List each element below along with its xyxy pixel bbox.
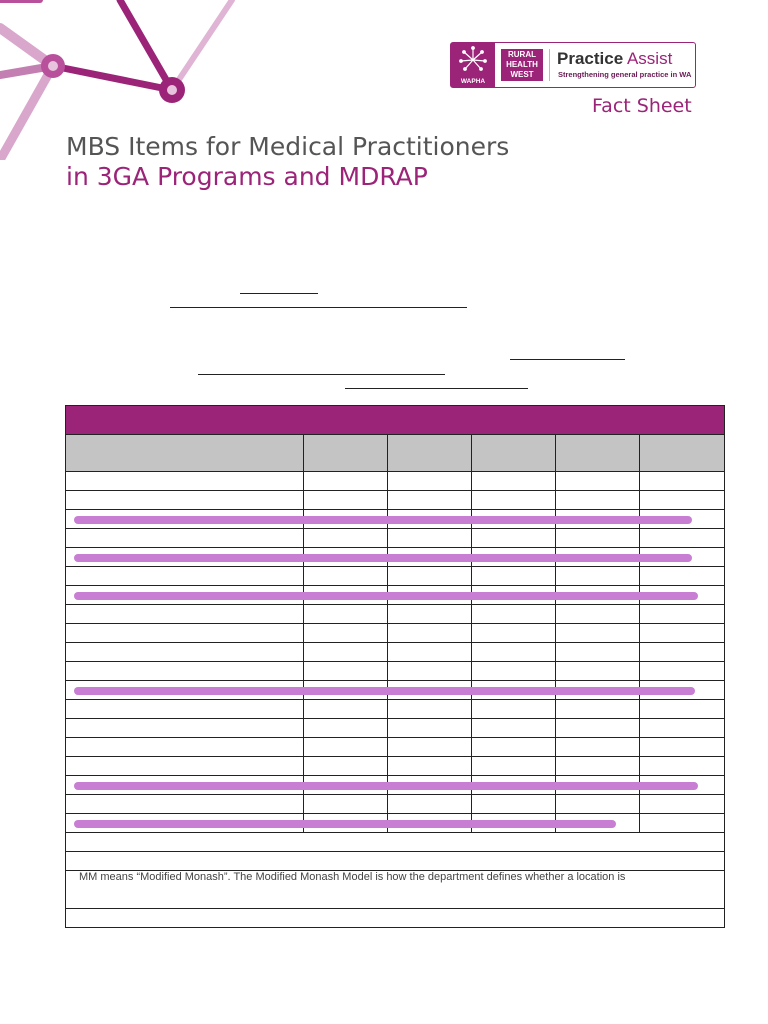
highlight-bar (74, 516, 692, 524)
logo-divider (549, 49, 550, 81)
link-underline[interactable] (240, 293, 318, 294)
table-row (66, 757, 725, 776)
table-cell (304, 662, 388, 681)
table-cell (304, 757, 388, 776)
table-cell (640, 738, 725, 757)
column-header (640, 435, 725, 472)
highlighted-table-row (66, 586, 725, 605)
link-underline[interactable] (510, 359, 625, 360)
column-header (388, 435, 472, 472)
table-row (66, 700, 725, 719)
table-cell (66, 491, 304, 510)
table-cell (472, 624, 556, 643)
table-cell (66, 757, 304, 776)
table-cell (388, 643, 472, 662)
table-row (66, 472, 725, 491)
table-cell (304, 472, 388, 491)
table-row (66, 491, 725, 510)
table-row (66, 795, 725, 814)
table-cell (640, 491, 725, 510)
table-cell (304, 795, 388, 814)
highlight-bar (74, 820, 616, 828)
table-cell (66, 605, 304, 624)
table-row (66, 643, 725, 662)
table-cell (640, 643, 725, 662)
table-cell (472, 719, 556, 738)
table-title-row (66, 406, 725, 435)
table-cell (66, 738, 304, 757)
column-header (556, 435, 640, 472)
table-cell (472, 605, 556, 624)
blank-row (66, 852, 725, 871)
highlighted-table-row (66, 548, 725, 567)
table-cell (66, 776, 304, 795)
logo-tagline: Strengthening general practice in WA (558, 70, 692, 79)
table-cell (556, 643, 640, 662)
table-cell (640, 529, 725, 548)
table-cell (304, 738, 388, 757)
table-row (66, 738, 725, 757)
table-cell (66, 586, 304, 605)
table-cell (66, 719, 304, 738)
mbs-items-table (65, 405, 725, 928)
table-cell (304, 491, 388, 510)
table-cell (388, 472, 472, 491)
table-title-cell (66, 406, 725, 435)
document-type-label: Fact Sheet (592, 95, 692, 117)
table-cell (556, 738, 640, 757)
table-cell (304, 643, 388, 662)
page-subtitle: in 3GA Programs and MDRAP (66, 162, 428, 191)
table-row (66, 567, 725, 586)
starburst-icon (451, 43, 495, 77)
highlighted-table-row (66, 681, 725, 700)
table-cell (304, 605, 388, 624)
table-cell (304, 529, 388, 548)
table-cell (66, 624, 304, 643)
blank-row (66, 909, 725, 928)
wapha-label: WAPHA (460, 78, 486, 85)
table-row (66, 662, 725, 681)
table-cell (388, 491, 472, 510)
column-header (304, 435, 388, 472)
highlighted-table-row (66, 814, 725, 833)
table-cell (472, 757, 556, 776)
table-cell (388, 795, 472, 814)
table-cell (472, 662, 556, 681)
highlight-bar (74, 782, 698, 790)
table-cell (388, 719, 472, 738)
table-cell (640, 757, 725, 776)
table-cell (304, 567, 388, 586)
table-cell (66, 833, 725, 852)
table-cell (556, 567, 640, 586)
table-cell (472, 795, 556, 814)
table-cell (304, 719, 388, 738)
table-cell (640, 719, 725, 738)
table-cell (640, 795, 725, 814)
table-cell (66, 814, 304, 833)
table-cell (66, 643, 304, 662)
table-cell (388, 662, 472, 681)
table-cell (640, 605, 725, 624)
column-header (472, 435, 556, 472)
table-cell (556, 624, 640, 643)
table-row (66, 719, 725, 738)
table-cell (66, 548, 304, 567)
page-title: MBS Items for Medical Practitioners (66, 132, 510, 161)
table-cell (556, 529, 640, 548)
table-cell (304, 624, 388, 643)
table-cell (66, 909, 725, 928)
logo-line-3: WEST (510, 70, 534, 79)
table-cell (640, 567, 725, 586)
table-cell (388, 757, 472, 776)
highlight-bar (74, 687, 695, 695)
table-row (66, 529, 725, 548)
practice-assist-title (557, 49, 672, 69)
logo-line-1: RURAL (508, 50, 536, 59)
table-cell (66, 700, 304, 719)
table-cell (304, 700, 388, 719)
logo-title-word-2: Assist (626, 49, 673, 68)
logo-title-word-1: Practice (557, 49, 624, 68)
table-cell (388, 567, 472, 586)
table-row (66, 624, 725, 643)
table-cell (66, 510, 304, 529)
table-cell (640, 700, 725, 719)
table-cell (388, 529, 472, 548)
link-underline[interactable] (170, 307, 467, 308)
table-cell (472, 700, 556, 719)
highlighted-table-row (66, 510, 725, 529)
table-cell (640, 624, 725, 643)
footnote-text: MM means “Modified Monash”. The Modified Monash Model is how the department defines whether a location is (79, 871, 626, 883)
table-cell (388, 605, 472, 624)
table-cell (388, 738, 472, 757)
table-cell (556, 662, 640, 681)
practice-assist-logo (450, 42, 696, 88)
table-cell (556, 472, 640, 491)
table-cell (388, 700, 472, 719)
table-cell (66, 662, 304, 681)
table-cell (556, 700, 640, 719)
table-cell (556, 757, 640, 776)
blank-row (66, 833, 725, 852)
table-cell (66, 681, 304, 700)
table-cell (472, 529, 556, 548)
table-cell (388, 624, 472, 643)
logo-line-2: HEALTH (506, 60, 538, 69)
table-header-row (66, 435, 725, 472)
table-cell (66, 852, 725, 871)
table-row (66, 605, 725, 624)
footnote-cell (66, 871, 725, 909)
table-cell (66, 795, 304, 814)
footnote-row (66, 871, 725, 909)
table-cell (556, 795, 640, 814)
table-cell (472, 643, 556, 662)
table-cell (66, 529, 304, 548)
table-cell (556, 491, 640, 510)
table-cell (472, 472, 556, 491)
table-cell (472, 491, 556, 510)
table-cell (556, 719, 640, 738)
table-cell (556, 605, 640, 624)
table-cell (472, 567, 556, 586)
table-cell (66, 567, 304, 586)
link-underline[interactable] (345, 388, 528, 389)
column-header (66, 435, 304, 472)
table-cell (640, 662, 725, 681)
table-cell (472, 738, 556, 757)
highlight-bar (74, 554, 692, 562)
highlighted-table-row (66, 776, 725, 795)
wapha-logo-mark (451, 43, 495, 87)
rural-health-west-logo (501, 49, 543, 81)
table-cell (640, 472, 725, 491)
highlight-bar (74, 592, 698, 600)
table-cell (66, 472, 304, 491)
link-underline[interactable] (198, 374, 445, 375)
table-cell (640, 814, 725, 833)
